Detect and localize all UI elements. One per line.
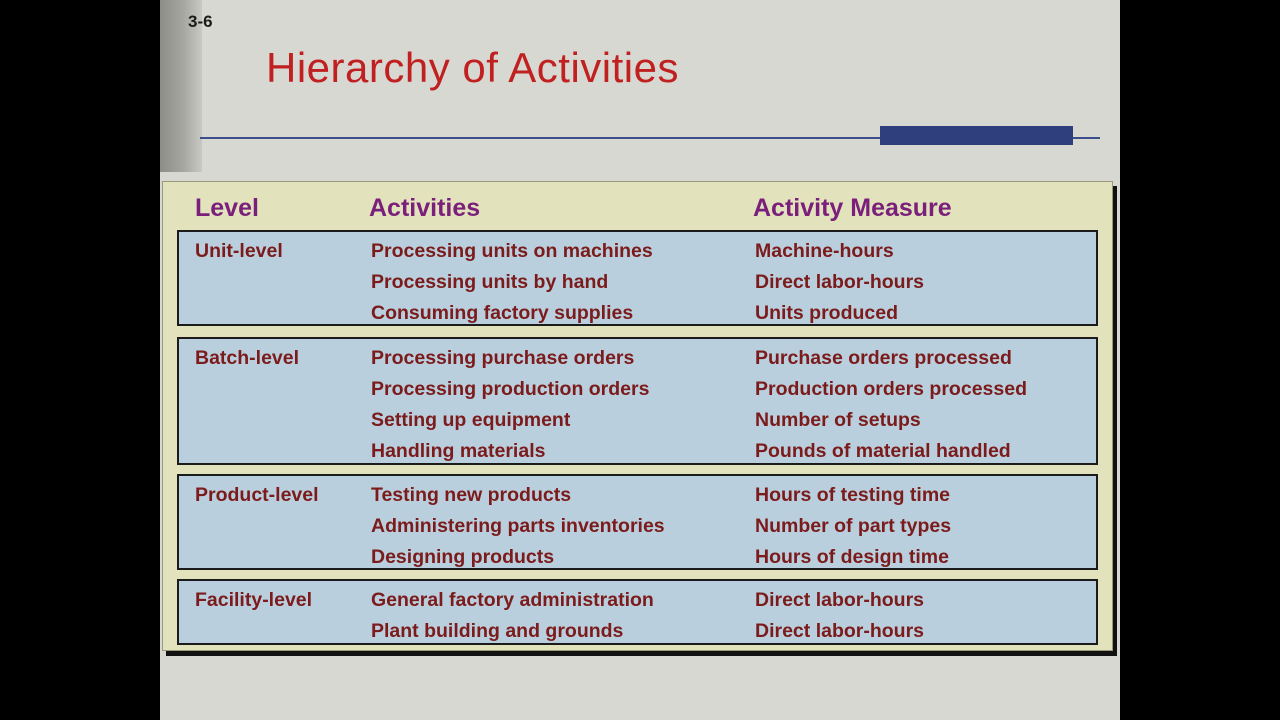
letterbox-right [1120, 0, 1280, 720]
page-title: Hierarchy of Activities [266, 44, 679, 91]
letterbox-left [0, 0, 160, 720]
column-header-activities: Activities [369, 194, 481, 222]
level-label: Unit-level [195, 240, 283, 262]
activity-text: Setting up equipment [371, 409, 571, 431]
activity-text: Plant building and grounds [371, 620, 624, 642]
table-row-group-product-level [177, 474, 1098, 570]
activity-text: Handling materials [371, 440, 546, 462]
measure-text: Hours of design time [755, 546, 949, 568]
activity-text: Processing units on machines [371, 240, 653, 262]
table-row-group-unit-level [177, 230, 1098, 326]
measure-text: Production orders processed [755, 378, 1027, 400]
activity-text: Processing production orders [371, 378, 650, 400]
measure-text: Machine-hours [755, 240, 894, 262]
measure-text: Direct labor-hours [755, 589, 925, 611]
level-label: Facility-level [195, 589, 313, 611]
activity-text: General factory administration [371, 589, 654, 611]
column-header-activity-measure: Activity Measure [753, 194, 952, 222]
activity-text: Consuming factory supplies [371, 302, 634, 324]
measure-text: Hours of testing time [755, 484, 951, 506]
measure-text: Number of setups [755, 409, 921, 431]
table-row-group-batch-level [177, 337, 1098, 465]
level-label: Product-level [195, 484, 319, 506]
table-header-row [163, 182, 1112, 230]
column-header-level: Level [195, 194, 259, 222]
measure-text: Direct labor-hours [755, 620, 925, 642]
measure-text: Number of part types [755, 515, 952, 537]
level-label: Batch-level [195, 347, 300, 369]
table-row-group-facility-level [177, 579, 1098, 645]
measure-text: Pounds of material handled [755, 440, 1011, 462]
title-accent-chip [880, 126, 1073, 145]
slide-footer-area [160, 658, 1120, 720]
activity-text: Processing purchase orders [371, 347, 635, 369]
activity-text: Designing products [371, 546, 555, 568]
activities-table [162, 181, 1113, 651]
activity-text: Testing new products [371, 484, 572, 506]
measure-text: Purchase orders processed [755, 347, 1012, 369]
activity-text: Processing units by hand [371, 271, 609, 293]
activity-text: Administering parts inventories [371, 515, 665, 537]
measure-text: Units produced [755, 302, 899, 324]
slide-number: 3-6 [188, 12, 213, 31]
measure-text: Direct labor-hours [755, 271, 925, 293]
